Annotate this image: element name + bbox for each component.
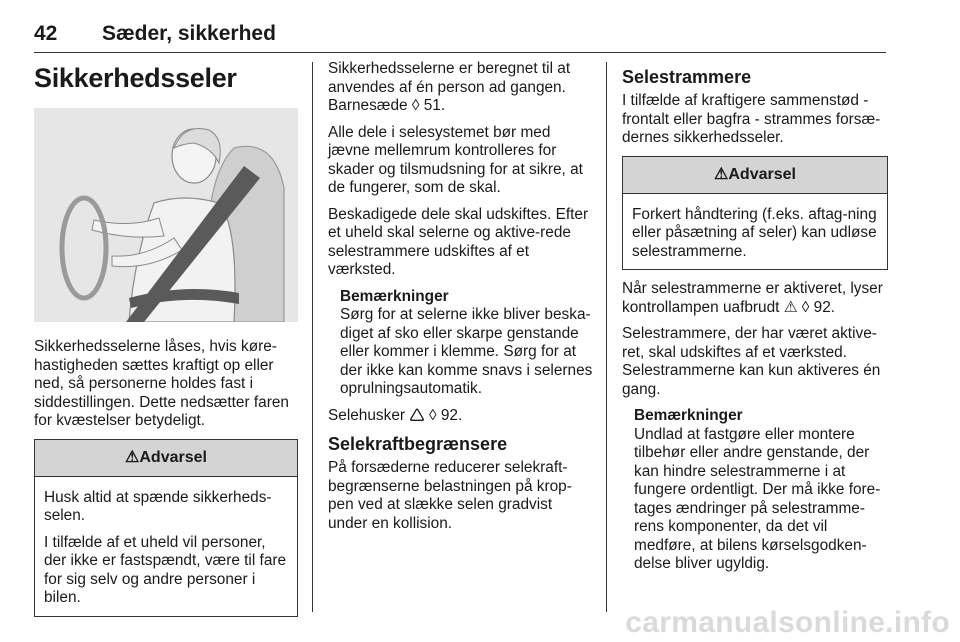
warning-box [622,156,888,271]
warning-icon: ⚠ [714,165,729,183]
warning-icon: ⚠ [125,448,140,466]
warning-title: Advarsel [728,165,796,183]
paragraph: Alle dele i selesystemet bør med jævne mellemrum kontrolleres for skader og tilsmudsning for at sikre, at de fungerer, som de skal. [328,123,583,196]
warning-text: I tilfælde af et uheld vil personer, der ikke er fastspændt, være til fare for sig selv og andre personer i bilen. [44,533,287,606]
header-divider [34,52,886,53]
warning-body [35,477,297,616]
intro-paragraph: Sikkerhedsselerne låses, hvis køre-hastigheden sættes kraftigt op eller ned, så personerne holdes fast i siddestillingen. Dette nedsætter faren for kvæstelser betydeligt. [34,338,289,429]
note-text: Sørg for at selerne ikke bliver beska-diget af sko eller skarpe genstande eller kommer i klemme. Sørg for at der ikke kan komme snavs i selernes oprulningsautomatik. [340,306,593,397]
column-divider [312,62,313,612]
page-header [34,22,886,52]
paragraph: Når selestrammerne er aktiveret, lyser kontrollampen uafbrudt ⚠ ◊ 92. [622,280,883,316]
page-number: 42 [34,22,58,45]
paragraph: På forsæderne reducerer selekraft-begrænserne belastningen på krop-pen ved at slække selen gradvist under en kollision. [328,459,572,532]
warning-header [623,157,887,194]
column-3 [622,60,888,582]
column-divider [606,62,607,612]
subheading: Selekraftbegrænsere [328,434,508,454]
watermark: carmanualsonline.info [625,606,950,639]
paragraph: Selestrammere, der har været aktive-ret, skal udskiftes af et værksted. [622,325,877,361]
paragraph: Beskadigede dele skal udskiftes. Efter et uheld skal selerne og aktive-rede selestrammere udskiftes af et værksted. [328,205,589,278]
paragraph: Sikkerhedsselerne er beregnet til at anvendes af én person ad gangen. Barnesæde ◊ 51. [328,60,571,114]
note-box [340,288,594,399]
column-2 [328,60,594,541]
warning-text: Husk altid at spænde sikkerheds-selen. [44,488,272,524]
warning-text: Forkert håndtering (f.eks. aftag-ning eller påsætning af seler) kan udløse selestrammerne. [632,205,877,260]
warning-body [623,194,887,270]
warning-box [34,439,298,617]
paragraph: I tilfælde af kraftigere sammenstød - frontalt eller bagfra - strammes forsæ-dernes sikkerhedsseler. [622,92,881,146]
column-1 [34,60,298,627]
note-box [634,407,888,574]
paragraph: Selestrammerne kan kun aktiveres én gang. [622,362,881,398]
reminder-paragraph: Selehusker 🛆 ◊ 92. [328,406,463,424]
note-title: Bemærkninger [340,287,449,305]
section-title: Sæder, sikkerhed [102,22,276,45]
seatbelt-illustration [34,108,298,322]
note-title: Bemærkninger [634,407,743,424]
page-heading: Sikkerhedsseler [34,63,237,93]
subheading: Selestrammere [622,67,752,87]
note-text: Undlad at fastgøre eller montere tilbehør eller andre genstande, der kan hindre selestrammerne i at fungere ordentligt. Der må ikke fore-tages ændringer på selestramme-rens komponenter, da det vil medføre, at bilens kørselsgodken-delse bliver ugyldig. [634,425,881,572]
warning-header [35,440,297,477]
warning-title: Advarsel [139,448,207,466]
